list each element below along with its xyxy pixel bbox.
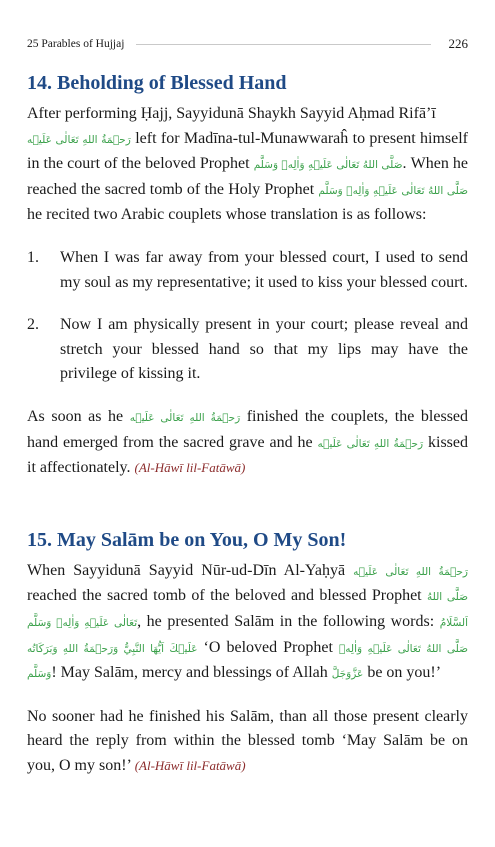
arabic-honorific: رَحۡمَةُ اللهِ تَعَالٰی عَلَیۡه [317,437,424,450]
header-rule [136,44,430,45]
section-15-heading: 15. May Salām be on You, O My Son! [27,528,347,551]
list-number: 2. [27,316,39,334]
section-15-paragraph-2 [27,705,468,779]
arabic-honorific: عَزَّوَجَلَّ [331,668,364,681]
text: he recited two Arabic couplets whose translation is as follows: [27,206,427,224]
arabic-honorific: رَحۡمَةُ اللهِ تَعَالٰی عَلَیۡه [353,565,469,578]
page-content [27,70,468,778]
text: As soon as he [27,407,130,425]
list-text: Now I am physically present in your court; please reveal and stretch your blessed hand so that my lips may have the privilege of kissing it. [60,316,468,383]
arabic-salutation: صَلَّى اللهُ تَعَالٰى عَلَيۡهِ وَاٰلِهٖ وَسَلَّم [253,159,403,172]
text: When Sayyidunā Sayyid Nūr-ud-Dīn Al-Yaḥyā [27,561,354,579]
text: After performing Ḥajj, Sayyidunā Shaykh Sayyid Aḥmad Rifā’ī [27,105,436,122]
source-citation: (Al-Hāwī lil-Fatāwā) [134,757,246,773]
section-15-paragraph-1 [27,559,468,687]
list-text: When I was far away from your blessed court, I used to send my soul as my representative; it used to kiss your blessed court. [60,248,468,291]
text: , he presented Salām in the following words: [137,612,440,630]
page-number: 226 [448,36,468,51]
source-citation: (Al-Hāwī lil-Fatāwā) [134,460,246,476]
list-number: 1. [27,248,39,266]
list-item [27,246,468,295]
section-14-paragraph-1 [27,102,468,228]
section-14-paragraph-2 [27,405,468,481]
arabic-salutation: صَلَّى اللهُ تَعَالٰى عَلَيۡهِ وَاٰلِهٖ وَسَلَّم [27,591,469,629]
text: ! May Salām, mercy and blessings of Allah [51,664,332,682]
text: No sooner had he finished his Salām, than all those present clearly heard the reply from within the blessed tomb ‘May Salām be on you, O my son!’ [27,707,468,774]
text: finished the couplets, the blessed hand emerged from the sacred grave and he [27,407,469,451]
couplets-list [27,246,468,387]
section-14-heading: 14. Beholding of Blessed Hand [27,72,287,94]
arabic-honorific: رَحۡمَةُ اللهِ تَعَالٰی عَلَیۡه [27,133,131,146]
arabic-salutation: صَلَّى اللهُ تَعَالٰى عَلَيۡهِ وَاٰلِهٖ وَسَلَّم [318,184,468,197]
text: reached the sacred tomb of the beloved and blessed Prophet [27,587,427,605]
text: ‘O beloved Prophet [197,638,339,656]
list-item [27,313,468,387]
running-header [27,34,468,54]
arabic-honorific: رَحۡمَةُ اللهِ تَعَالٰی عَلَیۡه [129,411,241,424]
arabic-salam-greeting: اَلسَّلَامُ عَلَيۡكَ اَيُّهَا النَّبِيُّ وَرَحۡمَةُ اللهِ وَبَرَكَاتُه [27,616,468,655]
arabic-salutation: صَلَّى اللهُ تَعَالٰى عَلَيۡهِ وَاٰلِهٖ وَسَلَّم [27,642,469,681]
book-title: 25 Parables of Hujjaj [27,38,125,50]
text: . When he reached the sacred tomb of the Holy Prophet [27,155,468,198]
text: left for Madīna-tul-Munawwaraĥ to present himself in the court of the beloved Prophet [27,129,468,173]
text: kissed it affectionately. [27,433,469,477]
text: be on you!’ [363,664,442,682]
